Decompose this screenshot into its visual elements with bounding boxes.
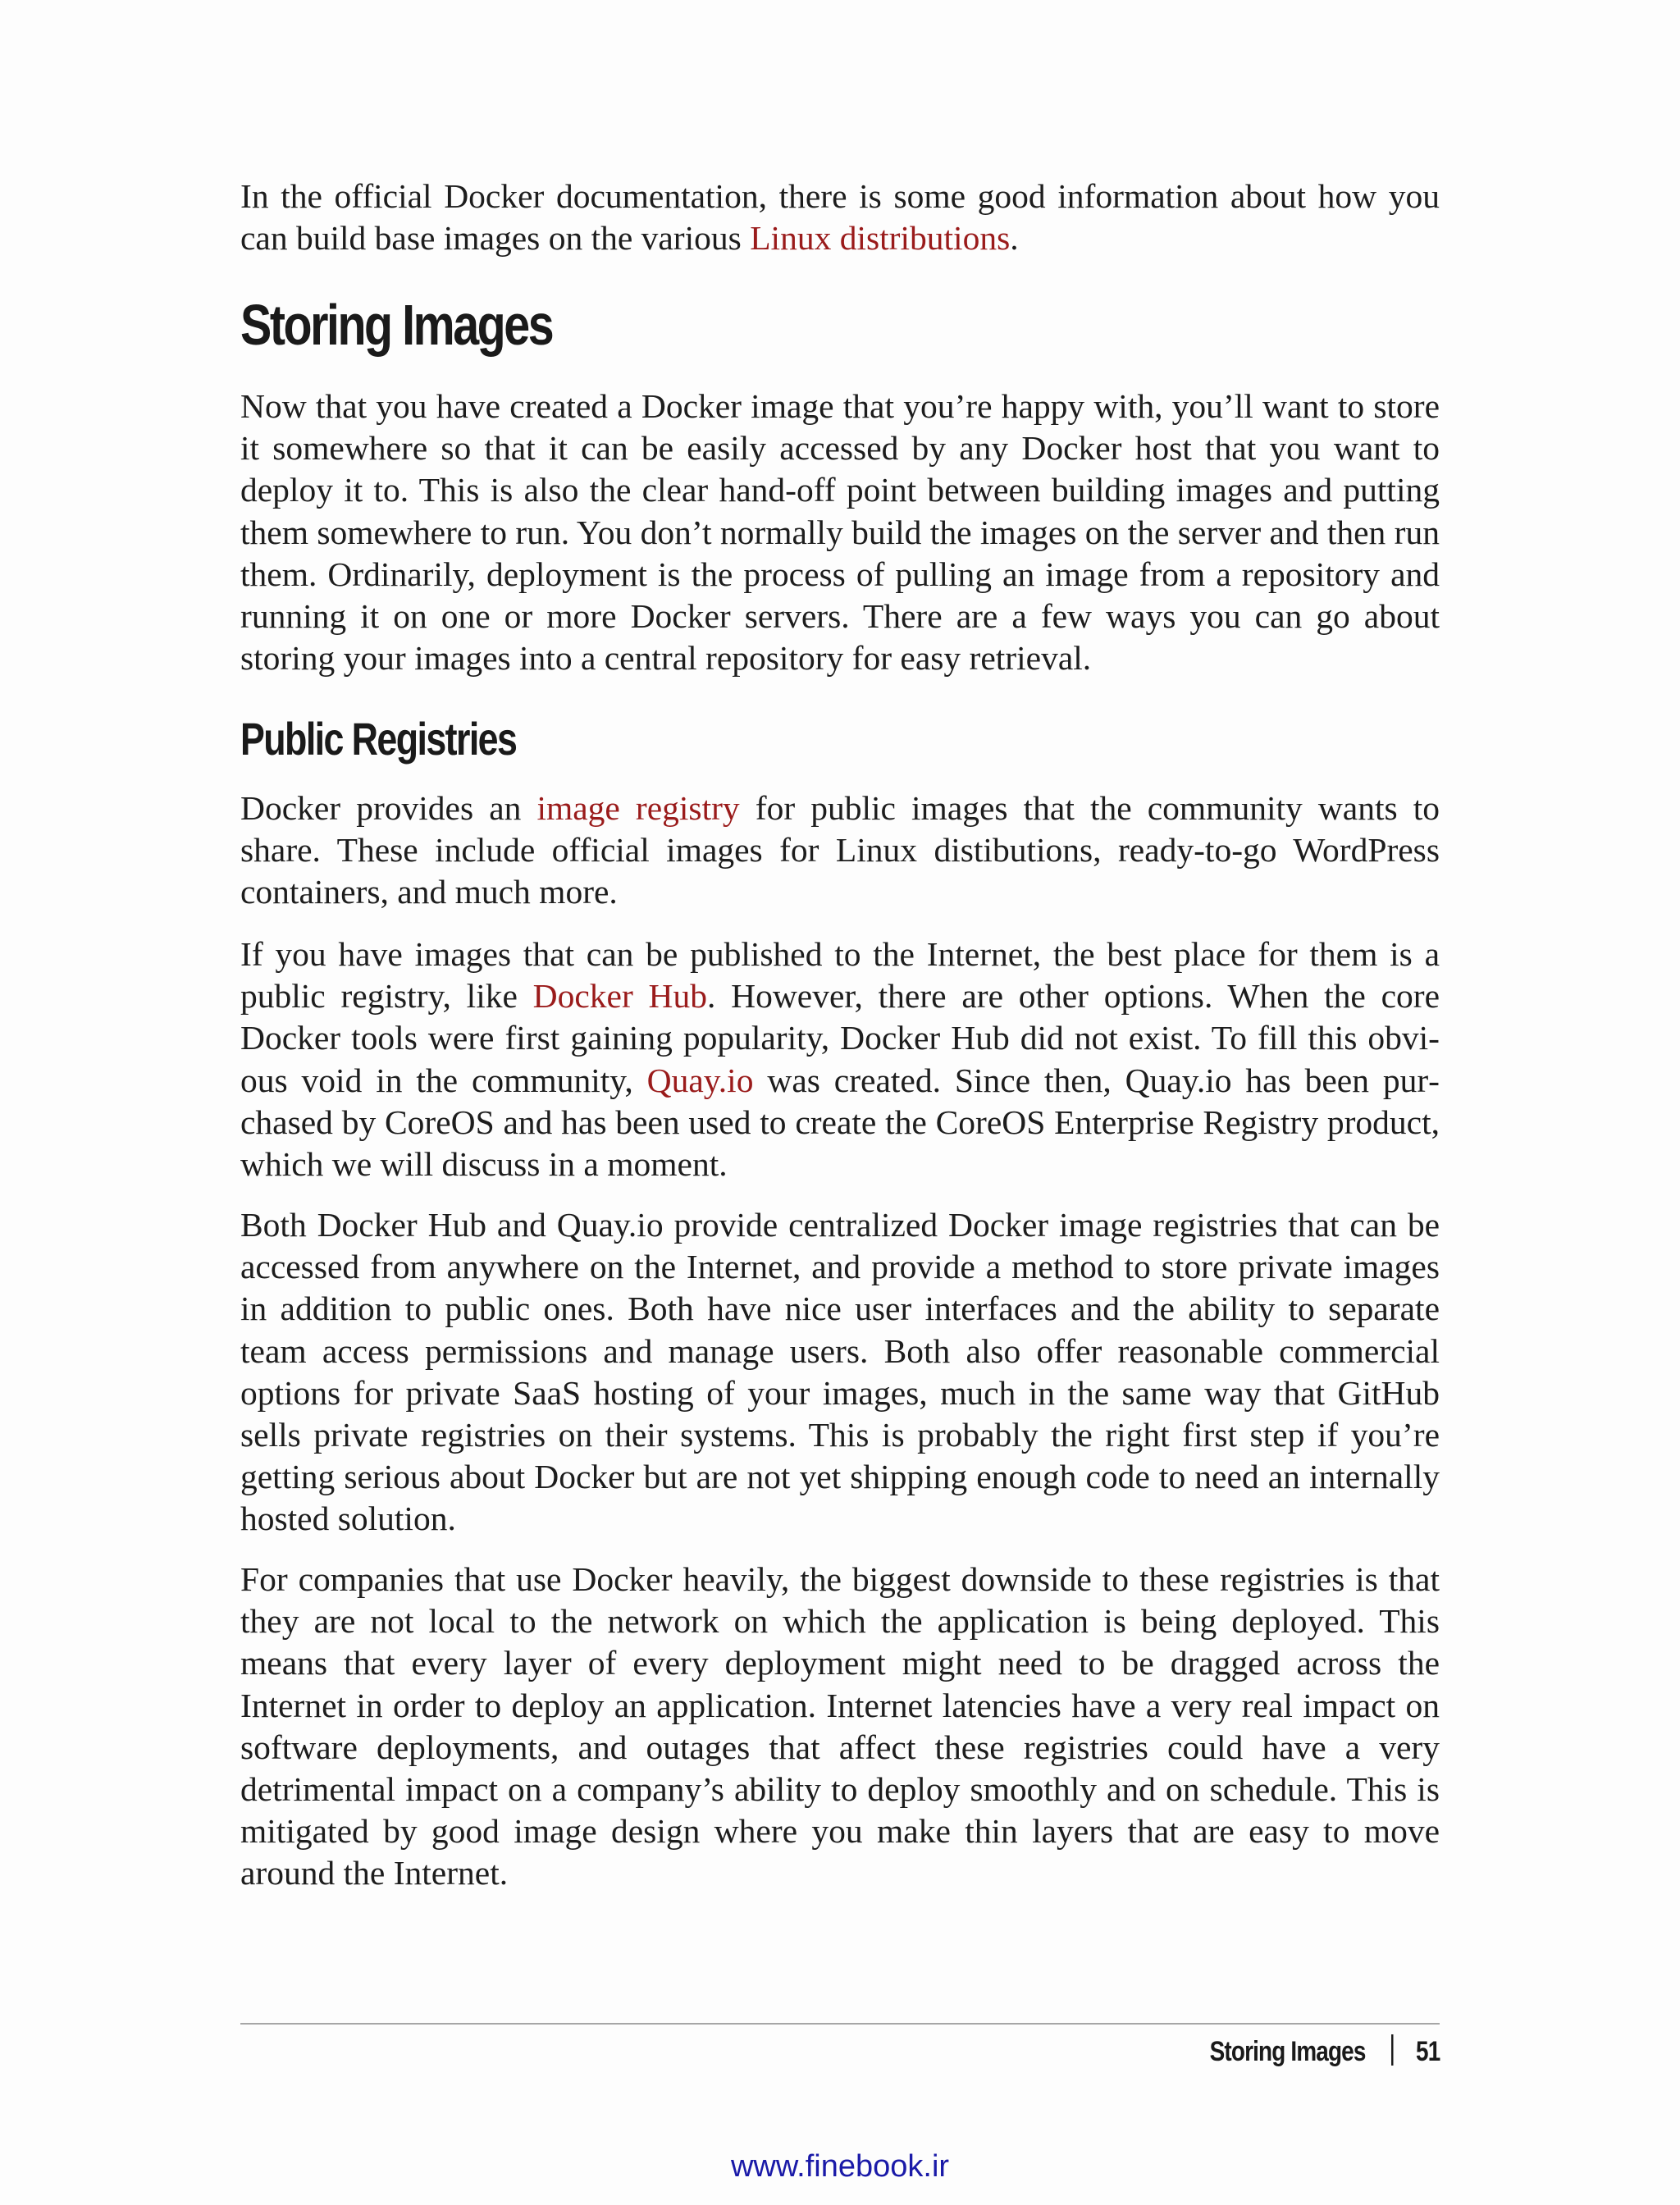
both-text: Both Docker Hub and Quay.io provide centralized Docker image registries that can be accessed from anywhere on the Internet, and provide a method to store private images in addition to public ones. Both have nice user interfaces and the ability to separate team access permissions and manage users. Both also offer reasonable commercial options for private SaaS hosting of your images, much in the same way that GitHub sells private registries on their systems. This is probably the right first step if you’re getting serious about Docker but are not yet shipping enough code to need an internally hosted solution. <box>240 1206 1440 1538</box>
intro-end: . <box>1010 219 1019 258</box>
storing-text: Now that you have created a Docker image that you’re happy with, you’ll want to store it somewhere so that it can be easily accessed by any Docker host that you want to deploy it to. This is also the clear hand-off point between building images and putting them somewhere to run. You don’t normally build the images on the server and then run them. Ordinarily, deployment is the process of pulling an image from a repository and running it on one or more Docker servers. There are a few ways you can go about storing your images into a central repository for easy retrieval. <box>240 387 1440 678</box>
footer-section-title: Storing Images <box>1209 2036 1366 2067</box>
storing-paragraph <box>240 386 1440 679</box>
watermark-url: www.finebook.ir <box>730 2149 950 2184</box>
footer-rule <box>240 2023 1440 2025</box>
publish-text-2: . However, there are other options. When the core Docker tools were first gaining popularity, Docker Hub did not exist. To fill this obvious void in the community, <box>240 977 1440 1099</box>
registry-paragraph <box>240 788 1440 914</box>
registry-text: Docker provides an <box>240 789 537 827</box>
registry-text-end: for public images that the community wants to share. These include official images for Linux distibutions, ready-to-go WordPress containers, and much more. <box>240 789 1440 911</box>
page-number: 51 <box>1415 2036 1440 2067</box>
subsection-title: Public Registries <box>240 713 517 765</box>
companies-paragraph <box>240 1559 1440 1895</box>
footer-separator <box>1390 2034 1392 2066</box>
publish-text-3: was created. Since then, Quay.io has been purchased by CoreOS and has been used to create the CoreOS Enterprise Registry product, which we will discuss in a moment. <box>240 1061 1440 1184</box>
running-footer <box>1209 2034 1440 2068</box>
both-paragraph <box>240 1204 1440 1541</box>
section-title: Storing Images <box>240 293 553 357</box>
docker-hub-link[interactable]: Docker Hub <box>532 977 707 1016</box>
companies-text: For companies that use Docker heavily, the biggest downside to these registries is that they are not local to the network on which the application is being deployed. This means that every layer of every deployment might need to be dragged across the Internet in order to deploy an application. Internet latencies have a very real impact on software deployments, and outages that affect these registries could have a very detrimental impact on a company’s ability to deploy smoothly and on schedule. This is mitigated by good image design where you make thin layers that are easy to move around the Internet. <box>240 1560 1440 1892</box>
intro-paragraph <box>240 176 1440 259</box>
intro-text: In the official Docker documentation, there is some good information about how you can build base images on the various <box>240 177 1440 258</box>
image-registry-link[interactable]: image registry <box>536 789 740 827</box>
quay-io-link[interactable]: Quay.io <box>646 1061 754 1099</box>
publish-paragraph <box>240 934 1440 1185</box>
publish-text-1: If you have images that can be published to the Internet, the best place for them is a public registry, like <box>240 935 1440 1016</box>
linux-distributions-link[interactable]: Linux distributions <box>750 219 1011 258</box>
